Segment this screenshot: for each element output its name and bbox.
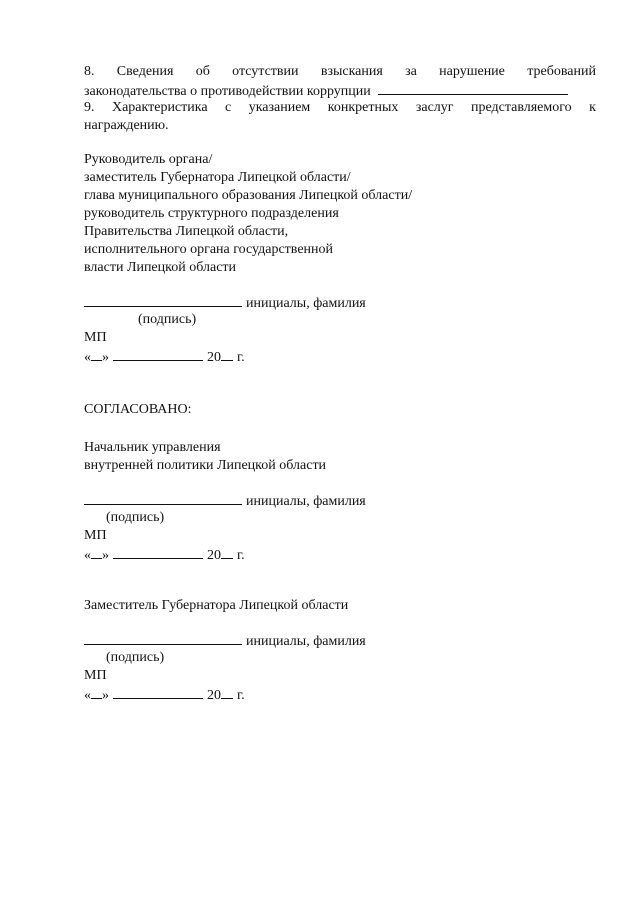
head-line: Руководитель органа/ [84,152,213,167]
year-suffix: г. [237,548,245,563]
month-blank [113,347,203,361]
head-line: Правительства Липецкой области, [84,224,289,239]
item8-text: законодательства о противодействии коррупции [84,84,371,99]
month-blank [113,685,203,699]
deputy-title: Заместитель Губернатора Липецкой области [84,598,349,613]
year-blank [221,545,233,559]
seal-label: МП [84,528,107,543]
year-prefix: 20 [207,350,221,365]
item8-word: 8. [84,64,95,79]
sign-caption: (подпись) [106,510,165,525]
item8-line1 [84,63,596,81]
day-blank [91,545,102,559]
seal-label: МП [84,668,107,683]
date-quote-open: « [84,688,91,703]
item9-line2 [84,117,596,135]
year-suffix: г. [237,688,245,703]
head-line: исполнительного органа государственной [84,242,334,257]
item9-word: заслуг [415,100,454,115]
signature-blank [84,293,242,307]
date-quote-open: « [84,350,91,365]
signature-line [84,491,596,509]
signature-line [84,293,596,311]
day-blank [91,347,102,361]
item9-word: Характеристика [111,100,208,115]
seal-label: МП [84,330,107,345]
item8-word: требований [527,64,596,79]
date-line [84,347,596,365]
item8-word: нарушение [439,64,505,79]
item9-word: представляемого [470,100,572,115]
name-label: инициалы, фамилия [246,296,366,311]
head2-line: Начальник управления [84,440,221,455]
date-quote-close: » [102,688,109,703]
item8-word: за [405,64,417,79]
item8-line2 [84,81,596,99]
name-label: инициалы, фамилия [246,494,366,509]
signature-blank [84,631,242,645]
date-line [84,685,596,703]
item9-word: 9. [84,100,95,115]
item8-word: отсутствии [232,64,299,79]
item8-fill-blank [378,81,568,95]
item8-word: об [195,64,210,79]
head-line: заместитель Губернатора Липецкой области/ [84,170,351,185]
head-line: глава муниципального образования Липецкой области/ [84,188,413,203]
sign-caption: (подпись) [138,312,197,327]
item8-word: Сведения [116,64,174,79]
signature-line [84,631,596,649]
item9-word: к [589,100,596,115]
date-line [84,545,596,563]
year-prefix: 20 [207,548,221,563]
head-line: власти Липецкой области [84,260,237,275]
date-quote-close: » [102,548,109,563]
agreed-title: СОГЛАСОВАНО: [84,402,192,417]
year-blank [221,685,233,699]
head-line: руководитель структурного подразделения [84,206,339,221]
item9-word: указанием [248,100,311,115]
signature-blank [84,491,242,505]
document-page [84,63,596,703]
date-quote-open: « [84,548,91,563]
sign-caption: (подпись) [106,650,165,665]
year-blank [221,347,233,361]
month-blank [113,545,203,559]
item9-word: с [225,100,232,115]
item9-word: конкретных [327,100,399,115]
head2-line: внутренней политики Липецкой области [84,458,327,473]
name-label: инициалы, фамилия [246,634,366,649]
day-blank [91,685,102,699]
date-quote-close: » [102,350,109,365]
item9-text: награждению. [84,118,169,133]
year-suffix: г. [237,350,245,365]
item9-line1 [84,99,596,117]
year-prefix: 20 [207,688,221,703]
item8-word: взыскания [320,64,383,79]
